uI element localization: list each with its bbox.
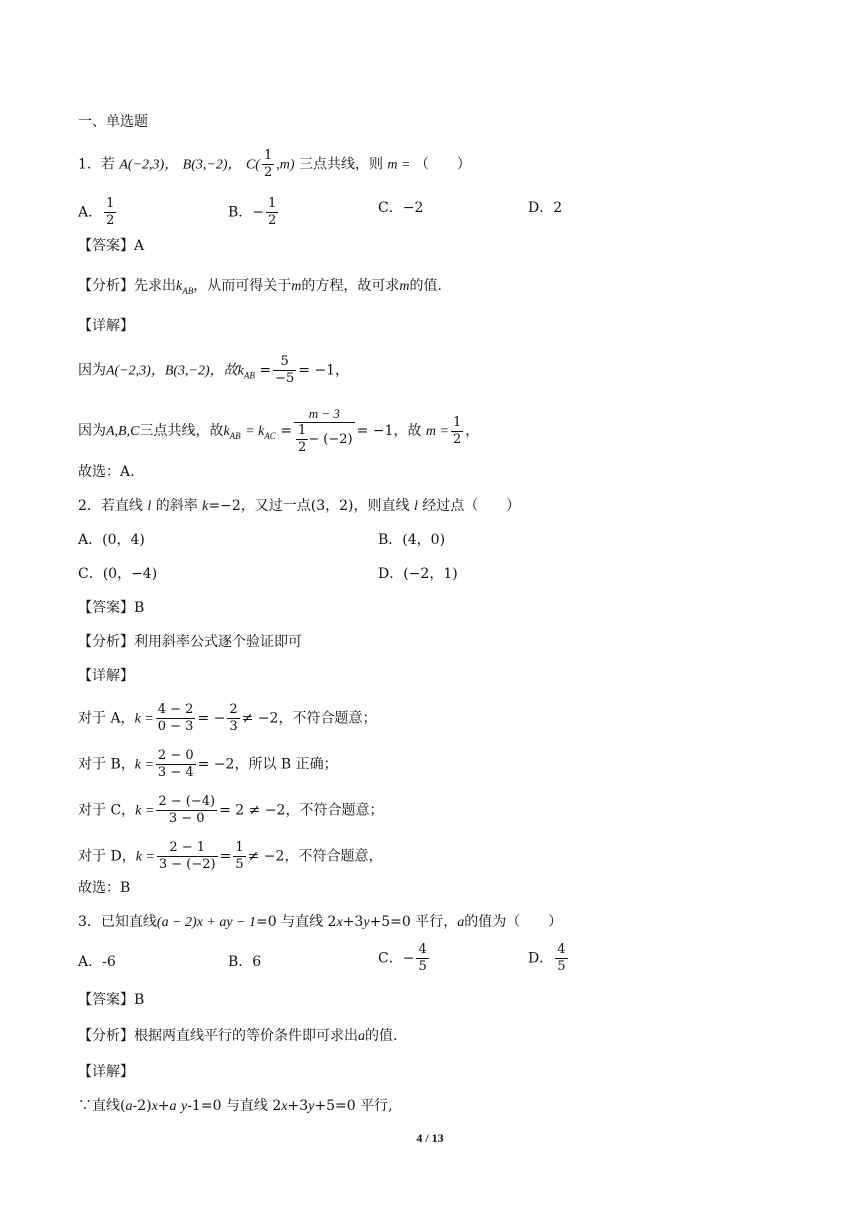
q2-analysis: 【分析】利用斜率公式逐个验证即可 [78, 634, 302, 650]
q3-option-c [378, 942, 431, 975]
option-label: D． [528, 950, 554, 967]
step-text: ， [465, 423, 480, 439]
q2-option-a: A．(0，4) [78, 532, 145, 548]
q2-option-d: D．(−2，1) [378, 566, 458, 582]
q1-analysis [78, 276, 442, 301]
variable-a: a [457, 915, 465, 930]
step-fraction [156, 702, 196, 735]
slope-k: k = [135, 803, 155, 819]
fraction-denominator: 3 − (−2) [158, 857, 216, 872]
fraction-denominator: 2 [452, 431, 462, 447]
step-fraction [294, 406, 355, 456]
analysis-text: ，从而可得关于 [193, 278, 292, 294]
fraction-denominator: 3 − 0 [168, 811, 205, 826]
fraction-numerator: 4 [557, 942, 566, 957]
analysis-text: 【分析】先求出 [78, 278, 176, 294]
analysis-text: 的值. [409, 278, 442, 294]
q3-stem [78, 912, 562, 933]
fraction-numerator: 2 − 1 [157, 840, 218, 857]
step-fraction [273, 354, 296, 387]
fraction-denominator: 2 [263, 165, 273, 180]
fraction-denominator: 5 [418, 959, 427, 974]
q2-detail-title: 【详解】 [78, 668, 134, 684]
variable-m: m [399, 279, 410, 294]
q1-step1 [78, 354, 349, 387]
fraction-numerator: 2 [229, 702, 238, 717]
slope-k: k [223, 424, 230, 439]
option-fraction [555, 942, 567, 975]
stem-text: =0 与直线 2 [256, 914, 337, 930]
step-text: 对于 A， [78, 710, 135, 727]
fraction-numerator: 1 [452, 414, 462, 430]
step-text: -1=0 与直线 2 [187, 1098, 282, 1114]
step-fraction [451, 415, 463, 448]
step-text: 因为 [78, 423, 106, 439]
analysis-text: 的方程，故可求 [301, 278, 400, 294]
fraction-denominator: 3 − 4 [157, 765, 194, 780]
option-fraction [416, 942, 428, 975]
q2-conclusion: 故选：B [78, 880, 131, 896]
q1-detail-title: 【详解】 [78, 318, 134, 334]
variable-m: m [291, 279, 302, 294]
fraction-denominator [294, 423, 355, 456]
q2-step-d [78, 840, 382, 873]
step-text: 对于 C， [78, 802, 136, 819]
q1-point-a: A(−2,3)， [119, 157, 179, 173]
variable-x: x [281, 1099, 288, 1114]
step-text: = −2，所以 B 正确； [197, 756, 338, 773]
q1-option-b [228, 196, 280, 229]
fraction-denominator: −5 [275, 371, 295, 386]
q1-fraction [262, 148, 274, 181]
line-l: l [413, 499, 418, 514]
fraction-numerator: 2 − 0 [157, 748, 194, 763]
slope-k: k [202, 499, 209, 514]
q2-step-a [78, 702, 376, 735]
slope-k: k [176, 279, 183, 294]
nested-fraction [296, 423, 308, 456]
fraction-numerator: 1 [106, 196, 115, 211]
option-label: B． [228, 204, 253, 221]
fraction-numerator: m − 3 [294, 406, 355, 423]
line-l: l [147, 499, 152, 514]
q2-stem [78, 496, 520, 517]
point-a: A(−2,3)， [106, 363, 165, 379]
slope-subscript: AB [229, 430, 241, 441]
stem-text: 2．若直线 [78, 498, 143, 514]
stem-text: +5=0 平行， [369, 914, 458, 930]
step-text: ∵直线( [78, 1098, 126, 1114]
step-text: = −1，故 [356, 423, 422, 439]
slope-subscript: AB [243, 370, 255, 381]
q3-option-a: A．-6 [78, 954, 116, 970]
q2-option-c: C．(0，−4) [78, 566, 158, 582]
q1-stem [78, 148, 471, 181]
fraction-denominator: 0 − 3 [157, 719, 194, 734]
step-text: = 2 ≠ −2，不符合题意； [219, 802, 384, 819]
fraction-numerator: 1 [298, 423, 307, 438]
denominator-rest: − (−2) [308, 432, 353, 447]
variable-y: y [308, 1099, 315, 1114]
step-text: 对于 B， [78, 756, 135, 773]
variable-x: x [336, 915, 343, 930]
slope-k: k = [134, 711, 154, 727]
equals: = [280, 423, 292, 439]
stem-text: 的值为（ ） [464, 914, 563, 930]
q1-point-c: C( [245, 157, 260, 173]
step-text: +5=0 平行, [314, 1098, 393, 1114]
q1-point-c-end: ,m) [276, 157, 295, 173]
fraction-denominator: 2 [106, 213, 115, 228]
q1-blank: （ ） [414, 156, 471, 173]
section-heading: 一、单选题 [78, 114, 148, 130]
fraction-numerator: 1 [268, 196, 277, 211]
point-b: B(3,−2)，故 [164, 363, 238, 379]
stem-text: =−2，又过一点(3，2)，则直线 [208, 498, 410, 514]
variable-y: y [180, 1099, 188, 1114]
step-fraction [156, 748, 196, 781]
analysis-text: 【分析】根据两直线平行的等价条件即可求出 [78, 1028, 358, 1044]
q1-stem-text-2: 三点共线，则 [298, 156, 383, 173]
q1-answer: 【答案】A [78, 238, 145, 254]
fraction-numerator: 1 [263, 148, 273, 163]
option-sign: − [252, 204, 265, 221]
slope-k: k = [135, 849, 155, 865]
step-fraction [227, 702, 239, 735]
slope-k: k [237, 363, 244, 379]
slope-k: k = [134, 757, 154, 773]
step-text: ≠ −2，不符合题意， [247, 848, 383, 865]
fraction-numerator: 2 − (−4) [158, 794, 216, 809]
option-label: C． [378, 950, 403, 967]
fraction-numerator: 4 [418, 942, 427, 957]
q3-option-b: B．6 [228, 954, 262, 970]
q2-step-b [78, 748, 338, 781]
q3-step1 [78, 1096, 393, 1117]
step-text: 因为 [78, 362, 106, 379]
stem-text: 3．已知直线 [78, 914, 157, 930]
step-text: -2) [132, 1098, 152, 1114]
stem-text: +3 [342, 914, 364, 930]
q3-option-d [528, 942, 570, 975]
slope-subscript: AC [264, 430, 276, 441]
q1-variable-m: m = [387, 157, 411, 173]
fraction-denominator: 5 [557, 959, 566, 974]
variable-a: a [125, 1099, 133, 1114]
fraction-numerator: 4 − 2 [157, 702, 194, 717]
equals: = [259, 362, 272, 379]
step-result: = −1， [298, 362, 350, 379]
step-fraction [157, 840, 218, 873]
slope-k-ac: = k [245, 424, 265, 439]
option-sign: − [402, 950, 415, 967]
step-fraction [156, 794, 217, 827]
q3-detail-title: 【详解】 [78, 1064, 134, 1080]
variable-x: x [151, 1099, 158, 1114]
points-abc: A,B,C [106, 424, 140, 439]
page-number: 4 / 13 [416, 1131, 444, 1145]
option-label: A． [78, 204, 103, 221]
q1-option-c: C．−2 [378, 200, 424, 216]
fraction-denominator: 2 [268, 213, 277, 228]
fraction-numerator: 1 [235, 840, 244, 855]
q3-answer: 【答案】B [78, 992, 145, 1008]
equals: = − [197, 710, 226, 727]
q2-option-b: B．(4，0) [378, 532, 446, 548]
analysis-text: 的值. [365, 1028, 398, 1044]
variable-a: a [358, 1029, 365, 1044]
fraction-numerator: 5 [273, 354, 296, 371]
step-fraction [233, 840, 245, 873]
q3-analysis [78, 1026, 397, 1047]
variable-m: m = [425, 424, 449, 439]
step-text: 对于 D， [78, 848, 136, 865]
q1-option-d: D．2 [528, 200, 563, 216]
step-text: 三点共线，故 [139, 423, 224, 439]
fraction-denominator: 2 [298, 440, 307, 455]
q1-step2 [78, 406, 479, 456]
step-text: ≠ −2，不符合题意； [241, 710, 377, 727]
stem-text: 经过点（ ） [422, 498, 521, 514]
variable-a: a [169, 1099, 177, 1114]
step-text: + [157, 1098, 170, 1114]
q1-stem-text: 1．若 [78, 156, 115, 173]
equals: = [219, 848, 232, 865]
q2-answer: 【答案】B [78, 600, 145, 616]
option-fraction [104, 196, 116, 229]
slope-subscript: AB [182, 285, 194, 296]
stem-text: 的斜率 [155, 498, 198, 514]
fraction-denominator: 3 [229, 719, 238, 734]
fraction-denominator: 5 [235, 857, 244, 872]
q1-option-a [78, 196, 118, 229]
line-equation: (a − 2)x + ay − 1 [156, 915, 257, 930]
step-text: +3 [287, 1098, 309, 1114]
option-fraction [266, 196, 278, 229]
q1-point-b: B(3,−2)， [182, 157, 242, 173]
variable-y: y [363, 915, 370, 930]
q2-step-c [78, 794, 383, 827]
q1-conclusion: 故选：A. [78, 464, 135, 480]
